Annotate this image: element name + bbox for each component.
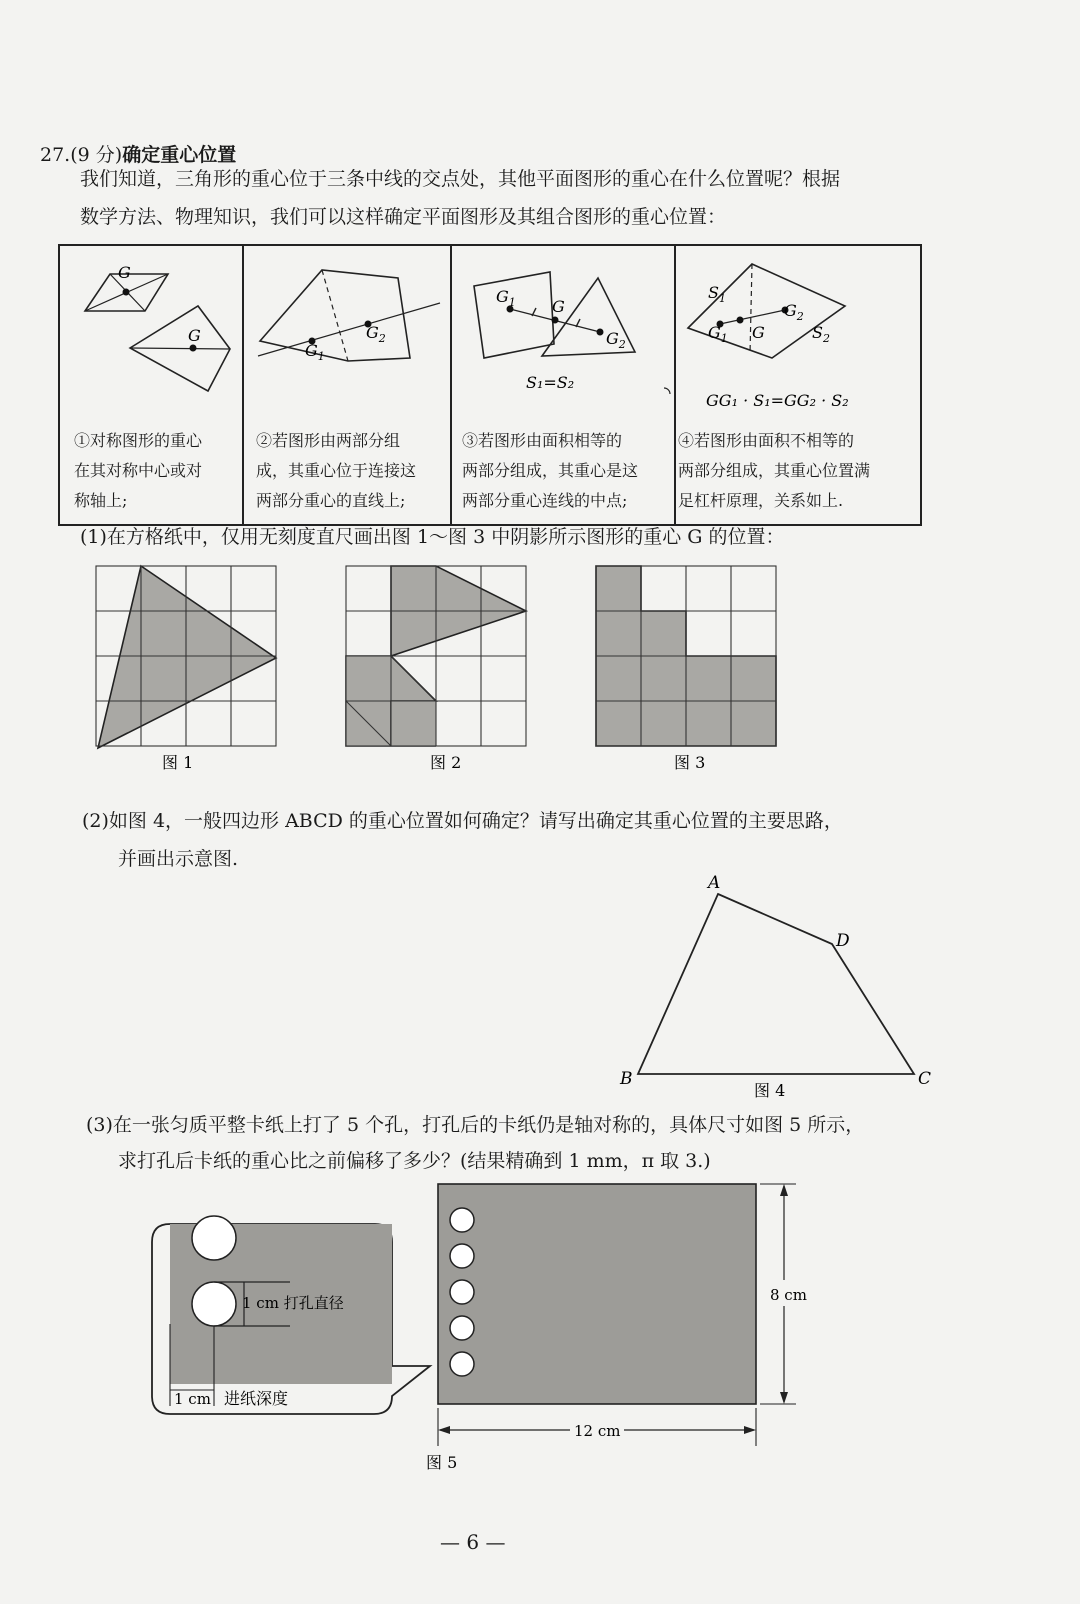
depth-label: 进纸深度: [224, 1389, 289, 1408]
vertex-b: B: [620, 1069, 633, 1089]
label-g1: $G_1$: [305, 341, 325, 363]
figure-1: [96, 566, 276, 772]
label-g1-4: $G_1$: [708, 323, 728, 345]
figure-4: [600, 870, 950, 1100]
method-caption-4: [678, 426, 914, 516]
question-score: (9 分): [70, 144, 123, 166]
label-s2: $S_2$: [812, 323, 830, 345]
fig5-caption: 图 5: [426, 1453, 458, 1472]
caption-2-line-1: ②若图形由两部分组: [256, 431, 401, 450]
vertex-a: A: [708, 873, 721, 893]
caption-1-line-1: ①对称图形的重心: [74, 431, 203, 450]
label-g2-3: $G_2$: [606, 329, 626, 351]
depth-value: 1 cm: [174, 1390, 211, 1408]
label-s1: $S_1$: [708, 283, 726, 305]
composite-shape-4: [688, 264, 845, 358]
grid-figures: [90, 560, 810, 780]
method-caption-2: [256, 426, 448, 516]
part2-line-1: (2)如图 4，一般四边形 ABCD 的重心位置如何确定？请写出确定其重心位置的主要思路，: [82, 810, 843, 832]
question-header: [40, 140, 236, 167]
part1-prompt: (1)在方格纸中，仅用无刻度直尺画出图 1～图 3 中阴影所示图形的重心 G 的位置：: [80, 526, 785, 548]
vertex-c: C: [918, 1069, 932, 1089]
method-caption-3: [462, 426, 672, 516]
question-number: 27.: [40, 144, 71, 166]
caption-4-line-3: 足杠杆原理，关系如上.: [678, 491, 844, 510]
hole-5: [450, 1352, 474, 1376]
part2-line-2: 并画出示意图.: [118, 848, 239, 870]
label-g2-4: $G_2$: [784, 301, 804, 323]
hole-3: [450, 1280, 474, 1304]
method-diagrams: [60, 246, 920, 446]
label-g-3: G: [552, 297, 565, 316]
intro-line-1: 我们知道，三角形的重心位于三条中线的交点处，其他平面图形的重心在什么位置呢？根据: [80, 168, 841, 190]
hole-4: [450, 1316, 474, 1340]
fig2-caption: 图 2: [430, 753, 462, 772]
hole-zoom-1: [192, 1216, 236, 1260]
caption-3-line-2: 两部分组成，其重心是这: [462, 461, 639, 480]
height-label: 8 cm: [770, 1286, 807, 1304]
equation-3: S₁=S₂: [526, 373, 575, 392]
hole-2: [450, 1244, 474, 1268]
caption-3-line-3: 两部分重心连线的中点;: [462, 491, 628, 510]
caption-4-line-1: ④若图形由面积不相等的: [678, 431, 855, 450]
square-shape: [474, 272, 554, 358]
method-caption-1: [74, 426, 234, 516]
figure-5: [140, 1176, 820, 1486]
caption-4-line-2: 两部分组成，其重心位置满: [678, 461, 871, 480]
quadrilateral-abcd: [638, 894, 914, 1074]
centroid-point: [123, 289, 130, 296]
page-number: — 6 —: [440, 1530, 506, 1554]
figure-3: [596, 566, 776, 772]
fig3-caption: 图 3: [674, 753, 706, 772]
hole-zoom-2: [192, 1282, 236, 1326]
fig4-caption: 图 4: [754, 1081, 786, 1100]
caption-1-line-2: 在其对称中心或对: [74, 461, 203, 480]
label-g-2: G: [188, 326, 201, 345]
part3-line-2: 求打孔后卡纸的重心比之前偏移了多少？(结果精确到 1 mm，π 取 3.): [118, 1150, 711, 1172]
caption-3-line-1: ③若图形由面积相等的: [462, 431, 623, 450]
width-label: 12 cm: [574, 1422, 621, 1440]
label-g1-3: $G_1$: [496, 287, 516, 309]
hole-1: [450, 1208, 474, 1232]
label-g-4: G: [752, 323, 765, 342]
caption-2-line-3: 两部分重心的直线上;: [256, 491, 406, 510]
intro-line-2: 数学方法、物理知识，我们可以这样确定平面图形及其组合图形的重心位置：: [80, 206, 727, 228]
caption-1-line-3: 称轴上;: [74, 491, 128, 510]
card: [438, 1184, 756, 1404]
label-g: G: [118, 263, 131, 282]
question-title: 确定重心位置: [122, 144, 237, 166]
fig1-shaded-triangle: [98, 566, 276, 748]
label-g2: $G_2$: [366, 323, 386, 345]
fig1-caption: 图 1: [162, 753, 194, 772]
vertex-d: D: [836, 931, 850, 951]
part3-line-1: (3)在一张匀质平整卡纸上打了 5 个孔，打孔后的卡纸仍是轴对称的，具体尺寸如图 5 所示，: [86, 1114, 865, 1136]
hole-diameter-label: 1 cm 打孔直径: [242, 1294, 344, 1312]
figure-2: [346, 566, 526, 772]
method-table: [58, 244, 922, 526]
caption-2-line-2: 成，其重心位于连接这: [256, 461, 417, 480]
equation-4: GG₁ · S₁=GG₂ · S₂: [706, 391, 849, 410]
